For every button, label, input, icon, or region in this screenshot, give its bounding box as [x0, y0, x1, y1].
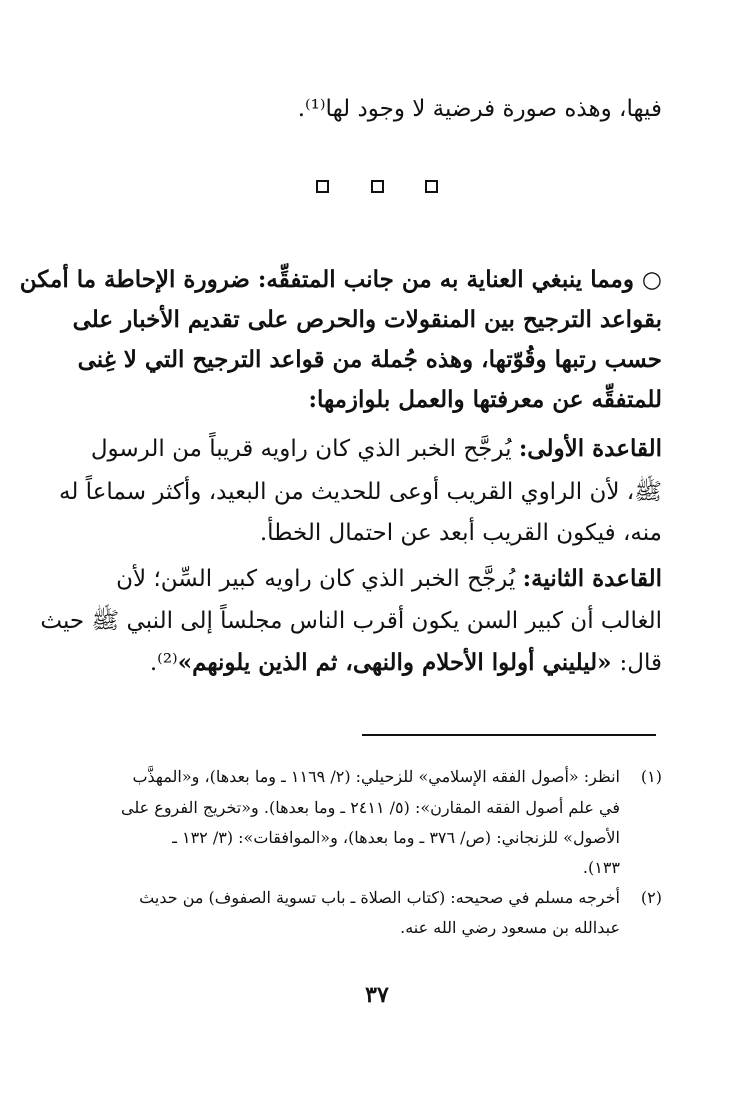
rule-two-heading: القاعدة الثانية:: [522, 565, 662, 592]
footnote-number: (١): [640, 767, 662, 786]
rule-two-line: [82, 646, 662, 680]
rule-one-line: ﷺ، لأن الراوي القريب أوعى للحديث من البعيد، وأكثر سماعاً له: [59, 479, 662, 505]
footnote-line: انظر: «أصول الفقه الإسلامي» للزحيلي: (٢/ ١١٦٩ ـ وما بعدها)، و«المهذَّب: [132, 767, 620, 786]
hadith-quote: «ليليني أولوا الأحلام والنهى، ثم الذين يلونهم»: [177, 649, 620, 676]
rule-two-text: يُرجَّح الخبر الذي كان راويه كبير السِّن؛ لأن: [116, 566, 523, 592]
rule-two-line: الغالب أن كبير السن يكون أقرب الناس مجلساً إلى النبي ﷺ حيث: [40, 608, 662, 634]
footnote-line: الأصول» للزنجاني: (ص/ ٣٧٦ ـ وما بعدها)، و«الموافقات»: (٣/ ١٣٢ ـ: [172, 828, 620, 847]
section-separator: [316, 180, 438, 198]
rule-one-heading: القاعدة الأولى:: [518, 435, 662, 462]
rule-two-line: [82, 562, 662, 596]
footnote-marker: ⁽²⁾.: [149, 650, 178, 676]
footnote-number: (٢): [640, 888, 662, 907]
footnote-divider: [362, 734, 656, 736]
footnote-line: أخرجه مسلم في صحيحه: (كتاب الصلاة ـ باب تسوية الصفوف) من حديث: [139, 888, 620, 907]
separator-square-icon: [316, 180, 329, 193]
paragraph-line: للمتفقِّه عن معرفتها والعمل بلوازمها:: [308, 386, 662, 413]
continuation-line: فيها، وهذه صورة فرضية لا وجود لها⁽¹⁾.: [297, 96, 662, 122]
quote-intro: قال:: [619, 650, 662, 676]
footnote-line: ١٣٣).: [582, 858, 620, 877]
separator-square-icon: [425, 180, 438, 193]
paragraph-line: حسب رتبها وقُوّتها، وهذه جُملة من قواعد الترجيح التي لا غِنى: [77, 346, 662, 373]
rule-one-line: [82, 432, 662, 466]
footnote-line: عبدالله بن مسعود رضي الله عنه.: [400, 918, 620, 937]
rule-one-text: يُرجَّح الخبر الذي كان راويه قريباً من الرسول: [90, 436, 519, 462]
paragraph-line: بقواعد الترجيح بين المنقولات والحرص على تقديم الأخبار على: [72, 306, 662, 333]
footnote-line: في علم أصول الفقه المقارن»: (٥/ ٢٤١١ ـ وما بعدها). و«تخريج الفروع على: [121, 798, 620, 817]
paragraph-line: ○ ومما ينبغي العناية به من جانب المتفقِّه: ضرورة الإحاطة ما أمكن: [19, 266, 662, 293]
page-number: ٣٧: [365, 982, 389, 1008]
separator-square-icon: [371, 180, 384, 193]
rule-one-line: منه، فيكون القريب أبعد عن احتمال الخطأ.: [259, 520, 662, 546]
